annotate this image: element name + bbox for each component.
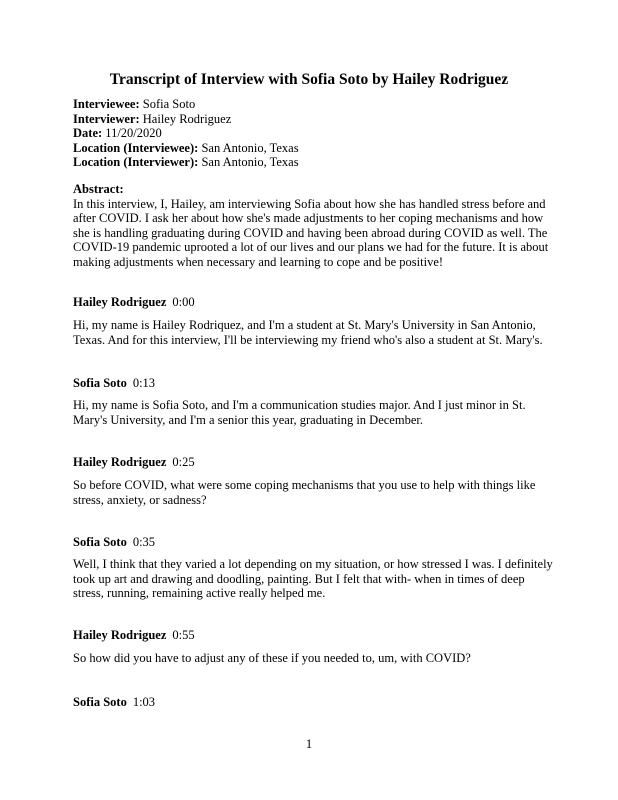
metadata-value: Hailey Rodriguez xyxy=(139,111,232,126)
metadata-label: Interviewer: xyxy=(73,111,140,126)
turn-header xyxy=(73,695,155,710)
metadata-interviewer xyxy=(73,112,299,127)
metadata-value: 11/20/2020 xyxy=(102,126,162,141)
turn-text: So before COVID, what were some coping mechanisms that you use to help with things like stress, anxiety, or sadness? xyxy=(73,478,536,507)
metadata-label: Location (Interviewee): xyxy=(73,140,199,155)
speaker-name: Sofia Soto xyxy=(73,535,127,549)
metadata-location-interviewer xyxy=(73,155,299,170)
metadata-interviewee xyxy=(73,97,299,112)
timestamp: 0:25 xyxy=(172,455,195,469)
metadata-value: San Antonio, Texas xyxy=(198,140,299,155)
metadata-label: Date: xyxy=(73,126,103,141)
abstract-section xyxy=(73,182,553,270)
page-number: 1 xyxy=(305,737,313,751)
turn-text: Hi, my name is Sofia Soto, and I'm a communication studies major. And I just minor in St. Mary's University, and I'm a senior this year, graduating in December. xyxy=(73,398,526,427)
interview-metadata xyxy=(73,97,299,170)
metadata-location-interviewee xyxy=(73,141,299,156)
metadata-value: San Antonio, Texas xyxy=(198,155,299,170)
speaker-name: Sofia Soto xyxy=(73,376,127,390)
metadata-value: Sofia Soto xyxy=(139,97,196,111)
turn-text: So how did you have to adjust any of these if you needed to, um, with COVID? xyxy=(73,651,471,665)
abstract-label: Abstract: xyxy=(73,182,124,196)
turn-header xyxy=(73,376,155,391)
speaker-name: Hailey Rodriguez xyxy=(73,628,167,642)
metadata-label: Interviewee: xyxy=(73,97,140,111)
timestamp: 1:03 xyxy=(132,695,156,709)
turn-header xyxy=(73,295,195,310)
speaker-name: Hailey Rodriguez xyxy=(73,455,167,469)
turn-header xyxy=(73,455,195,470)
turn-header xyxy=(73,628,195,643)
speaker-name: Sofia Soto xyxy=(73,695,127,709)
timestamp: 0:00 xyxy=(172,295,195,309)
document-title: Transcript of Interview with Sofia Soto by Hailey Rodriguez xyxy=(109,71,509,88)
timestamp: 0:55 xyxy=(172,628,195,642)
speaker-name: Hailey Rodriguez xyxy=(73,295,167,309)
metadata-date xyxy=(73,126,299,141)
turn-text: Hi, my name is Hailey Rodriquez, and I'm a student at St. Mary's University in San Antonio, Texas. And for this interview, I'll be interviewing my friend who's also a student at St. Mary's. xyxy=(73,318,543,347)
abstract-text: In this interview, I, Hailey, am interviewing Sofia about how she has handled stress before and after COVID. I ask her about how she's made adjustments to her coping mechanisms and how she is handling graduating during COVID and having been abroad during COVID as well. The COVID-19 pandemic uprooted a lot of our lives and our plans we had for the future. It is about making adjustments when necessary and learning to cope and be positive! xyxy=(73,196,549,269)
turn-header xyxy=(73,535,155,550)
metadata-label: Location (Interviewer): xyxy=(73,155,199,170)
turn-text: Well, I think that they varied a lot depending on my situation, or how stressed I was. I definitely took up art and drawing and doodling, painting. But I felt that with- when in times of deep stress, running, remaining active really helped me. xyxy=(73,557,553,601)
timestamp: 0:35 xyxy=(132,535,156,549)
timestamp: 0:13 xyxy=(132,376,156,390)
